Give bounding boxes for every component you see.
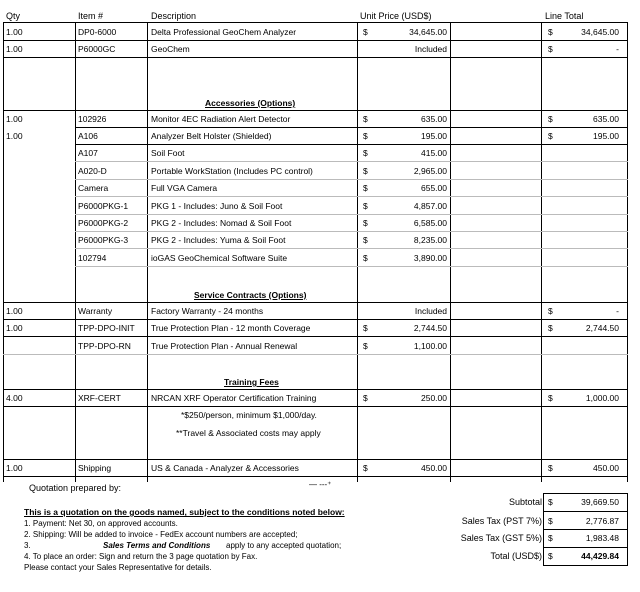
main-row-1-line-total: - bbox=[616, 44, 619, 54]
accessory-row-1-qty: 1.00 bbox=[6, 131, 23, 141]
summary-currency-0: $ bbox=[548, 497, 553, 507]
accessory-row-5-description: PKG 1 - Includes: Juno & Soil Foot bbox=[151, 201, 283, 211]
accessory-row-3-unit-price: 2,965.00 bbox=[413, 166, 447, 176]
accessory-row-1-item: A106 bbox=[78, 131, 98, 141]
summary-value-2: 1,983.48 bbox=[585, 533, 619, 543]
terms-sales-terms-link[interactable]: Sales Terms and Conditions bbox=[103, 541, 211, 550]
summary-label-0: Subtotal bbox=[508, 497, 542, 507]
training-fees-title: Training Fees bbox=[224, 377, 279, 387]
service-row-2-unit-price: 1,100.00 bbox=[413, 341, 447, 351]
accessory-row-1-unit-currency: $ bbox=[363, 131, 368, 141]
terms-line-3-rest: apply to any accepted quotation; bbox=[226, 541, 342, 550]
terms-line-5: Please contact your Sales Representative for details. bbox=[24, 563, 212, 572]
service-row-1-total-currency: $ bbox=[548, 323, 553, 333]
header-item: Item # bbox=[78, 11, 104, 21]
shipping-line-total: 450.00 bbox=[593, 463, 619, 473]
main-row-1-unit-price: Included bbox=[414, 44, 447, 54]
service-row-1-qty: 1.00 bbox=[6, 323, 23, 333]
accessory-row-6-unit-currency: $ bbox=[363, 218, 368, 228]
column-divider-item bbox=[75, 22, 76, 482]
row-divider bbox=[75, 144, 628, 145]
summary-row-divider bbox=[543, 547, 628, 548]
main-row-0-total-currency: $ bbox=[548, 27, 553, 37]
accessory-row-3-item: A020-D bbox=[78, 166, 107, 176]
accessory-row-2-unit-currency: $ bbox=[363, 148, 368, 158]
service-row-1-description: True Protection Plan - 12 month Coverage bbox=[151, 323, 311, 333]
accessory-row-3-description: Portable WorkStation (Includes PC control) bbox=[151, 166, 313, 176]
accessory-row-6-unit-price: 6,585.00 bbox=[413, 218, 447, 228]
row-divider bbox=[3, 459, 628, 460]
accessory-row-5-unit-price: 4,857.00 bbox=[413, 201, 447, 211]
accessory-row-6-item: P6000PKG-2 bbox=[78, 218, 129, 228]
accessory-row-0-unit-currency: $ bbox=[363, 114, 368, 124]
service-row-0-total-currency: $ bbox=[548, 306, 553, 316]
accessory-row-4-unit-currency: $ bbox=[363, 183, 368, 193]
summary-value-3: 44,429.84 bbox=[581, 551, 619, 561]
terms-line-3-number: 3. bbox=[24, 541, 31, 550]
accessory-row-8-item: 102794 bbox=[78, 253, 107, 263]
accessory-row-0-qty: 1.00 bbox=[6, 114, 23, 124]
accessory-row-7-item: P6000PKG-3 bbox=[78, 235, 129, 245]
training-unit-price: 250.00 bbox=[421, 393, 447, 403]
shipping-unit-currency: $ bbox=[363, 463, 368, 473]
quotation-prepared-by: Quotation prepared by: bbox=[29, 483, 122, 493]
row-divider bbox=[3, 354, 628, 355]
summary-value-1: 2,776.87 bbox=[585, 516, 619, 526]
summary-label-3: Total (USD$) bbox=[490, 551, 542, 561]
row-divider bbox=[75, 231, 628, 232]
main-row-0-qty: 1.00 bbox=[6, 27, 23, 37]
header-description: Description bbox=[151, 11, 197, 21]
row-divider bbox=[3, 110, 628, 111]
service-row-2-description: True Protection Plan - Annual Renewal bbox=[151, 341, 298, 351]
main-row-1-description: GeoChem bbox=[151, 44, 190, 54]
terms-line-1: 1. Payment: Net 30, on approved accounts. bbox=[24, 519, 178, 528]
terms-line-4: 4. To place an order: Sign and return the 3 page quotation by Fax. bbox=[24, 552, 258, 561]
service-row-0-item: Warranty bbox=[78, 306, 113, 316]
summary-label-2: Sales Tax (GST 5%) bbox=[460, 533, 542, 543]
accessory-row-2-unit-price: 415.00 bbox=[421, 148, 447, 158]
header-unit-price: Unit Price (USD$) bbox=[360, 11, 432, 21]
summary-row-divider bbox=[543, 565, 628, 566]
column-divider-unit-price bbox=[357, 22, 358, 482]
main-row-0-line-total: 34,645.00 bbox=[581, 27, 619, 37]
row-divider bbox=[75, 214, 628, 215]
summary-row-divider bbox=[543, 529, 628, 530]
service-row-2-unit-currency: $ bbox=[363, 341, 368, 351]
main-row-0-unit-currency: $ bbox=[363, 27, 368, 37]
column-divider-description bbox=[147, 22, 148, 482]
accessory-row-7-unit-price: 8,235.00 bbox=[413, 235, 447, 245]
table-bottom-border bbox=[3, 476, 628, 477]
row-divider bbox=[3, 40, 628, 41]
summary-row-divider bbox=[543, 493, 628, 494]
terms-line-2: 2. Shipping: Will be added to invoice - FedEx account numbers are accepted; bbox=[24, 530, 298, 539]
row-divider bbox=[75, 179, 628, 180]
main-row-1-item: P6000GC bbox=[78, 44, 116, 54]
training-qty: 4.00 bbox=[6, 393, 23, 403]
accessory-row-4-unit-price: 655.00 bbox=[421, 183, 447, 193]
accessory-row-4-item: Camera bbox=[78, 183, 109, 193]
training-note-travel: **Travel & Associated costs may apply bbox=[176, 428, 321, 438]
main-row-0-item: DP0-6000 bbox=[78, 27, 117, 37]
accessory-row-0-unit-price: 635.00 bbox=[421, 114, 447, 124]
table-right-border bbox=[627, 22, 628, 482]
row-divider bbox=[3, 389, 628, 390]
row-divider bbox=[3, 336, 628, 337]
summary-row-divider bbox=[543, 511, 628, 512]
service-row-1-item: TPP-DPO-INIT bbox=[78, 323, 135, 333]
shipping-description: US & Canada - Analyzer & Accessories bbox=[151, 463, 299, 473]
accessory-row-1-unit-price: 195.00 bbox=[421, 131, 447, 141]
main-row-1-qty: 1.00 bbox=[6, 44, 23, 54]
training-unit-currency: $ bbox=[363, 393, 368, 403]
row-divider bbox=[3, 57, 628, 58]
row-divider bbox=[3, 406, 628, 407]
service-row-0-line-total: - bbox=[616, 306, 619, 316]
summary-label-1: Sales Tax (PST 7%) bbox=[461, 516, 542, 526]
accessory-row-2-item: A107 bbox=[78, 148, 98, 158]
shipping-qty: 1.00 bbox=[6, 463, 23, 473]
main-row-0-description: Delta Professional GeoChem Analyzer bbox=[151, 27, 297, 37]
summary-currency-3: $ bbox=[548, 551, 553, 561]
training-line-total: 1,000.00 bbox=[585, 393, 619, 403]
shipping-item: Shipping bbox=[78, 463, 112, 473]
service-row-2-item: TPP-DPO-RN bbox=[78, 341, 131, 351]
accessory-row-1-line-total: 195.00 bbox=[593, 131, 619, 141]
accessory-row-8-unit-price: 3,890.00 bbox=[413, 253, 447, 263]
accessory-row-6-description: PKG 2 - Includes: Nomad & Soil Foot bbox=[151, 218, 292, 228]
service-row-1-line-total: 2,744.50 bbox=[585, 323, 619, 333]
accessory-row-8-unit-currency: $ bbox=[363, 253, 368, 263]
service-row-0-qty: 1.00 bbox=[6, 306, 23, 316]
shipping-total-currency: $ bbox=[548, 463, 553, 473]
summary-currency-1: $ bbox=[548, 516, 553, 526]
training-total-currency: $ bbox=[548, 393, 553, 403]
accessory-row-0-item: 102926 bbox=[78, 114, 107, 124]
header-qty: Qty bbox=[6, 11, 21, 21]
accessory-row-4-description: Full VGA Camera bbox=[151, 183, 218, 193]
shipping-unit-price: 450.00 bbox=[421, 463, 447, 473]
summary-currency-2: $ bbox=[548, 533, 553, 543]
table-top-border bbox=[3, 22, 628, 23]
training-item: XRF-CERT bbox=[78, 393, 121, 403]
training-description: NRCAN XRF Operator Certification Training bbox=[151, 393, 317, 403]
main-row-1-total-currency: $ bbox=[548, 44, 553, 54]
accessory-row-7-unit-currency: $ bbox=[363, 235, 368, 245]
row-divider bbox=[75, 161, 628, 162]
service-row-1-unit-price: 2,744.50 bbox=[413, 323, 447, 333]
accessory-row-3-unit-currency: $ bbox=[363, 166, 368, 176]
accessory-row-5-unit-currency: $ bbox=[363, 201, 368, 211]
row-divider bbox=[75, 127, 628, 128]
accessory-row-7-description: PKG 2 - Includes: Yuma & Soil Foot bbox=[151, 235, 286, 245]
column-divider-spacer bbox=[450, 22, 451, 482]
training-note-rate: *$250/person, minimum $1,000/day. bbox=[181, 410, 317, 420]
accessories-title: Accessories (Options) bbox=[205, 98, 296, 108]
accessory-row-5-item: P6000PKG-1 bbox=[78, 201, 129, 211]
accessory-row-0-total-currency: $ bbox=[548, 114, 553, 124]
summary-value-0: 39,669.50 bbox=[581, 497, 619, 507]
row-divider bbox=[75, 248, 628, 249]
main-row-0-unit-price: 34,645.00 bbox=[409, 27, 447, 37]
accessory-row-1-description: Analyzer Belt Holster (Shielded) bbox=[151, 131, 272, 141]
accessory-row-1-total-currency: $ bbox=[548, 131, 553, 141]
accessory-row-2-description: Soil Foot bbox=[151, 148, 185, 158]
accessory-row-8-description: ioGAS GeoChemical Software Suite bbox=[151, 253, 288, 263]
table-left-border bbox=[3, 22, 4, 482]
accessory-row-0-line-total: 635.00 bbox=[593, 114, 619, 124]
column-divider-line-total bbox=[541, 22, 542, 482]
row-divider bbox=[75, 196, 628, 197]
terms-heading: This is a quotation on the goods named, subject to the conditions noted below: bbox=[24, 507, 345, 517]
service-row-0-unit-price: Included bbox=[414, 306, 447, 316]
header-line-total: Line Total bbox=[545, 11, 584, 21]
signature-mark: — ---⁺ bbox=[309, 480, 332, 489]
row-divider bbox=[75, 266, 628, 267]
accessory-row-0-description: Monitor 4EC Radiation Alert Detector bbox=[151, 114, 291, 124]
service-row-1-unit-currency: $ bbox=[363, 323, 368, 333]
service-row-0-description: Factory Warranty - 24 months bbox=[151, 306, 264, 316]
row-divider bbox=[3, 302, 628, 303]
service-contracts-title: Service Contracts (Options) bbox=[194, 290, 307, 300]
row-divider bbox=[3, 319, 628, 320]
